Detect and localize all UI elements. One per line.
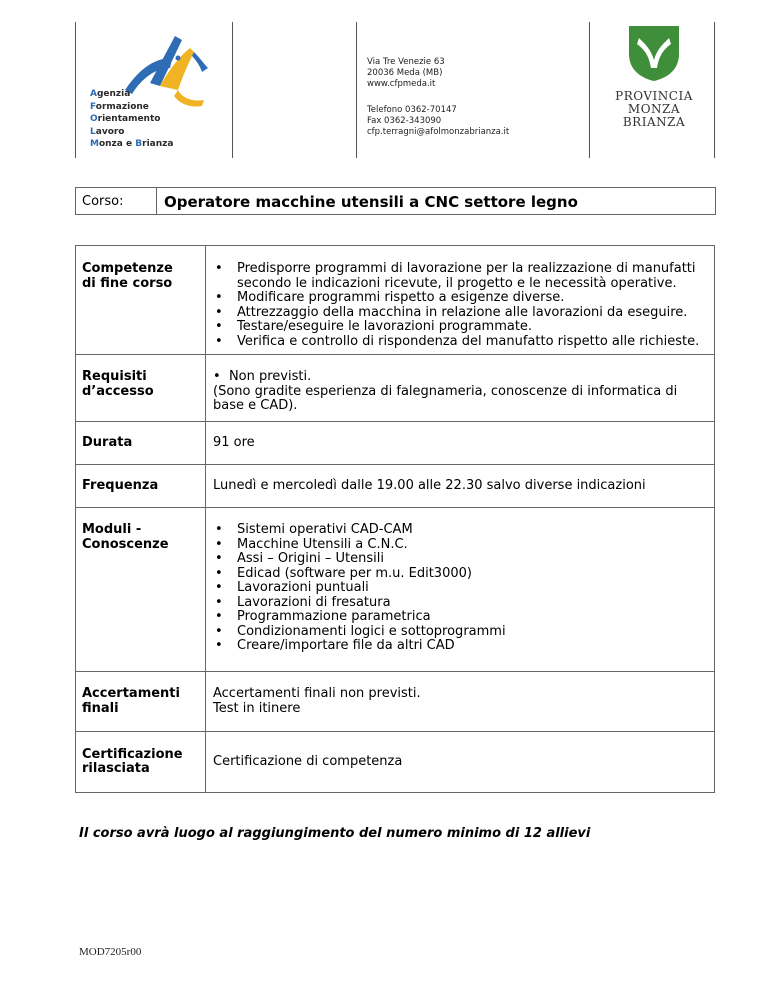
row-label: Certificazione rilasciata	[76, 732, 206, 793]
header-divider	[714, 22, 715, 158]
contact-block	[367, 57, 509, 138]
address-line: Via Tre Venezie 63	[367, 57, 445, 67]
footer-code: MOD7205r00	[79, 946, 142, 958]
table-row	[76, 246, 715, 355]
list-item: • Assi – Origini – Utensili	[213, 552, 706, 567]
modules-list	[213, 523, 706, 654]
province-name	[598, 90, 710, 129]
list-item: • Edicad (software per m.u. Edit3000)	[213, 567, 706, 582]
agency-logo	[80, 28, 230, 153]
list-item: • Lavorazioni di fresatura	[213, 596, 706, 611]
row-value	[206, 508, 715, 672]
list-item: • Testare/eseguire le lavorazioni programmate.	[213, 320, 706, 335]
agency-name-line: Monza e Brianza	[90, 139, 174, 149]
requirements-note: (Sono gradite esperienza di falegnameria, conoscenze di informatica di base e CAD).	[213, 383, 678, 413]
header-divider	[232, 22, 233, 158]
row-value: Accertamenti finali non previsti. Test in itinere	[206, 672, 715, 732]
row-label: Competenze di fine corso	[76, 246, 206, 355]
fax-number: Fax 0362-343090	[367, 116, 442, 126]
province-logo	[598, 22, 710, 142]
email-link[interactable]: cfp.terragni@afolmonzabrianza.it	[367, 127, 510, 137]
table-row	[76, 355, 715, 422]
list-item: • Creare/importare file da altri CAD	[213, 639, 706, 654]
agency-name-line: Agenzia	[90, 89, 131, 99]
agency-name-line: Formazione	[90, 101, 149, 112]
agency-name-line: Orientamento	[90, 114, 161, 124]
table-row	[76, 672, 715, 732]
list-item: • Predisporre programmi di lavorazione per la realizzazione di manufatti secondo le indicazioni ricevute, il progetto e le necessità operative.	[213, 262, 706, 291]
province-shield-icon	[627, 24, 681, 82]
course-note: Il corso avrà luogo al raggiungimento del numero minimo di 12 allievi	[79, 826, 591, 841]
table-row	[76, 422, 715, 465]
list-item: • Modificare programmi rispetto a esigenze diverse.	[213, 291, 706, 306]
row-value	[206, 246, 715, 355]
row-label: Moduli - Conoscenze	[76, 508, 206, 672]
website-link[interactable]: www.cfpmeda.it	[367, 79, 436, 89]
address-line: 20036 Meda (MB)	[367, 68, 443, 78]
row-value: 91 ore	[206, 422, 715, 465]
table-row	[76, 465, 715, 508]
course-info-table	[75, 245, 715, 793]
agency-name	[90, 88, 173, 151]
phone-number: Telefono 0362-70147	[367, 105, 457, 115]
list-item: • Verifica e controllo di rispondenza del manufatto rispetto alle richieste.	[213, 335, 706, 350]
row-label: Accertamenti finali	[76, 672, 206, 732]
table-row	[76, 732, 715, 793]
list-item: • Programmazione parametrica	[213, 610, 706, 625]
list-item: • Sistemi operativi CAD-CAM	[213, 523, 706, 538]
table-row	[76, 508, 715, 672]
agency-name-line: Lavoro	[90, 126, 125, 137]
list-item: • Condizionamenti logici e sottoprogrammi	[213, 625, 706, 640]
row-value: Certificazione di competenza	[206, 732, 715, 793]
competence-list	[213, 262, 706, 349]
course-box	[75, 187, 716, 215]
list-item: • Macchine Utensili a C.N.C.	[213, 538, 706, 553]
row-value: Lunedì e mercoledì dalle 19.00 alle 22.30 salvo diverse indicazioni	[206, 465, 715, 508]
row-label: Requisiti d’accesso	[76, 355, 206, 422]
row-label: Frequenza	[76, 465, 206, 508]
province-name-line: PROVINCIA	[615, 89, 693, 103]
header-divider	[589, 22, 590, 158]
course-title: Operatore macchine utensili a CNC settore legno	[164, 193, 578, 211]
row-label: Durata	[76, 422, 206, 465]
province-name-line: MONZA BRIANZA	[622, 102, 686, 129]
header-divider	[75, 22, 76, 158]
list-item: • Lavorazioni puntuali	[213, 581, 706, 596]
list-item: • Non previsti.	[213, 369, 312, 384]
course-label: Corso:	[76, 188, 157, 214]
header-divider	[356, 22, 357, 158]
list-item: • Attrezzaggio della macchina in relazione alle lavorazioni da eseguire.	[213, 306, 706, 321]
row-value	[206, 355, 715, 422]
